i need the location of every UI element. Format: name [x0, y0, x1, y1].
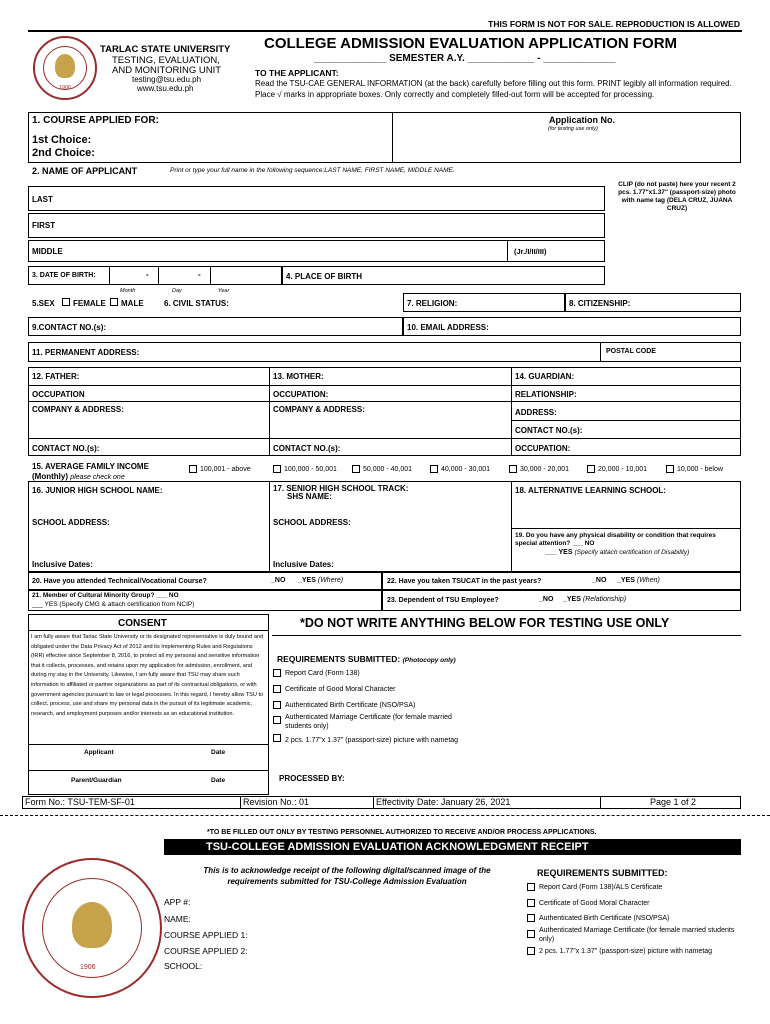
jhs-dates-label: Inclusive Dates:	[32, 560, 93, 569]
receipt-course1-label: COURSE APPLIED 1:	[164, 930, 248, 940]
email-label: 10. EMAIL ADDRESS:	[407, 323, 489, 332]
income-option-5-label: 30,000 - 20,001	[520, 466, 570, 473]
mother-contact-label: CONTACT NO.(s):	[273, 444, 341, 453]
month-label: Month	[120, 288, 136, 294]
father-company-label: COMPANY & ADDRESS:	[32, 405, 124, 414]
req-item-4-label: Authenticated Marriage Certificate (for female married students only)	[285, 714, 452, 730]
instructions: Read the TSU-CAE GENERAL INFORMATION (at the back) carefully before filling out this form. PRINT legibly all information required. Place √ marks in appropriate boxes. Only correctly and completely filled-out form will be accepted for processing.	[255, 79, 732, 99]
disability-question: 19. Do you have any physical disability or condition that requires special attention? ___ NO	[515, 532, 716, 547]
q23-yes: _YES (Relationship)	[563, 596, 627, 603]
application-no-label: Application No.	[549, 115, 615, 125]
testing-use-title: *DO NOT WRITE ANYTHING BELOW FOR TESTING USE ONLY	[300, 616, 670, 630]
civil-status-label: 6. CIVIL STATUS:	[164, 299, 229, 308]
male-checkbox[interactable]	[110, 298, 118, 306]
father-occupation-label: OCCUPATION	[32, 390, 85, 399]
req-item-5-checkbox[interactable]	[273, 734, 281, 742]
income-monthly-label: (Monthly) please check one	[32, 472, 125, 481]
form-no: Form No.: TSU-TEM-SF-01	[25, 797, 135, 807]
guardian-address-label: ADDRESS:	[515, 408, 557, 417]
effectivity-date: Effectivity Date: January 26, 2021	[376, 797, 511, 807]
income-option-2-label: 100,000 - 50,001	[284, 466, 337, 473]
income-option-1-label: 100,001 - above	[200, 466, 251, 473]
receipt-university-seal-icon	[22, 858, 162, 998]
name-label: 2. NAME OF APPLICANT	[32, 166, 138, 176]
jhs-address-label: SCHOOL ADDRESS:	[32, 518, 110, 527]
first-choice-label: 1st Choice:	[32, 134, 92, 146]
receipt-item-4-label: Authenticated Marriage Certificate (for female married students only)	[539, 927, 735, 943]
second-choice-label: 2nd Choice:	[32, 147, 95, 159]
form-title: COLLEGE ADMISSION EVALUATION APPLICATION FORM	[264, 35, 678, 52]
income-option-4-checkbox[interactable]	[430, 465, 438, 473]
req-item-1-checkbox[interactable]	[273, 669, 281, 677]
jhs-label: 16. JUNIOR HIGH SCHOOL NAME:	[32, 486, 163, 495]
income-option-7-label: 10,000 - below	[677, 466, 723, 473]
q22-text: 22. Have you taken TSUCAT in the past years?	[387, 578, 542, 585]
last-label: LAST	[32, 195, 53, 204]
photo-area	[605, 177, 741, 265]
receipt-requirements-label: REQUIREMENTS SUBMITTED:	[537, 868, 668, 878]
processed-by-label: PROCESSED BY:	[279, 774, 345, 783]
guardian-occupation-label: OCCUPATION:	[515, 444, 571, 453]
mother-label: 13. MOTHER:	[273, 372, 324, 381]
university-name: TARLAC STATE UNIVERSITY	[100, 44, 231, 55]
receipt-item-2-checkbox[interactable]	[527, 899, 535, 907]
place-of-birth-label: 4. PLACE OF BIRTH	[286, 272, 363, 281]
receipt-item-1-label: Report Card (Form 138)/ALS Certificate	[539, 884, 663, 891]
testing-use-note: (for testing use only)	[548, 126, 598, 132]
shs-track-label: 17. SENIOR HIGH SCHOOL TRACK:	[273, 484, 409, 493]
q20-text: 20. Have you attended Technical/Vocational Course?	[32, 578, 207, 585]
consent-date1-label: Date	[211, 749, 226, 756]
cut-line	[0, 815, 770, 816]
requirements-label: REQUIREMENTS SUBMITTED: (Photocopy only)	[277, 654, 456, 664]
shs-dates-label: Inclusive Dates:	[273, 560, 334, 569]
middle-label: MIDDLE	[32, 247, 63, 256]
receipt-item-3-checkbox[interactable]	[527, 914, 535, 922]
q20-no[interactable]: _NO	[271, 577, 286, 584]
receipt-item-4-checkbox[interactable]	[527, 930, 535, 938]
year-label: Year	[218, 288, 230, 294]
disability-yes: ___ YES (Specify attach certification of Disability)	[545, 549, 690, 556]
semester-line: _____________ SEMESTER A.Y. ____________ - _____________	[314, 53, 616, 64]
req-item-4-checkbox[interactable]	[273, 716, 281, 724]
req-item-2-checkbox[interactable]	[273, 685, 281, 693]
seal-year: 1906	[59, 85, 72, 91]
consent-date2-label: Date	[211, 777, 226, 784]
mother-occupation-label: OCCUPATION:	[273, 390, 329, 399]
receipt-item-5-label: 2 pcs. 1.77"x 1.37" (passport-size) picture with nametag	[539, 948, 713, 955]
first-label: FIRST	[32, 221, 56, 230]
university-website: www.tsu.edu.ph	[137, 84, 194, 93]
permanent-address-label: 11. PERMANENT ADDRESS:	[32, 348, 140, 357]
receipt-notice: *TO BE FILLED OUT ONLY BY TESTING PERSONNEL AUTHORIZED TO RECEIVE AND/OR PROCESS APPLICATIONS.	[207, 829, 597, 836]
religion-label: 7. RELIGION:	[407, 299, 458, 308]
last-name-field[interactable]	[28, 186, 605, 211]
consent-body: I am fully aware that Tarlac State University or its designated representative is duly bound and obligated under the Data Privacy Act of 2012 and its Implementing Rules and Regulations (IRR) effective since September 8, 2016, to protect all my personal and sensitive information that it collects, processes, and retains upon my application for admission, enrollment, and during my stay in the University. Likewise, I am fully aware that TSU may share such information to affiliated or partner organizations as part of its contractual obligations, or with government agencies pursuant to law or legal processes. In this regard, I hereby allow TSU to collect, process, use and share my personal data in the pursuit of its legitimate academic, research, and employment purposes and/or interests as an educational institution.	[31, 634, 264, 717]
applicant-label: Applicant	[84, 749, 114, 756]
header-rule	[28, 30, 742, 32]
receipt-item-3-label: Authenticated Birth Certificate (NSO/PSA)	[539, 915, 670, 922]
contact-no-label: 9.CONTACT NO.(s):	[32, 323, 107, 332]
name-hint: Print or type your full name in the following sequence:LAST NAME, FIRST NAME, MIDDLE NAME.	[170, 167, 455, 174]
income-label: 15. AVERAGE FAMILY INCOME	[32, 462, 149, 471]
als-label: 18. ALTERNATIVE LEARNING SCHOOL:	[515, 486, 666, 495]
q21-line2: ___ YES (Specify CMG & attach certification from NCIP)	[32, 601, 195, 608]
date-of-birth-label: 3. DATE OF BIRTH:	[32, 272, 96, 279]
req-item-5-label: 2 pcs. 1.77"x 1.37" (passport-size) picture with nametag	[285, 737, 459, 744]
shs-address-label: SCHOOL ADDRESS:	[273, 518, 351, 527]
revision-no: Revision No.: 01	[243, 797, 310, 807]
guardian-contact-label: CONTACT NO.(s):	[515, 426, 583, 435]
q21-text: 21. Member of Cultural Minority Group? ___ NO	[32, 592, 179, 599]
suffix-label: (Jr./I/II/III)	[514, 247, 547, 256]
q22-yes: _YES (When)	[617, 577, 660, 584]
day-label: Day	[172, 288, 182, 294]
req-item-3-checkbox[interactable]	[273, 701, 281, 709]
req-item-2-label: Certificate of Good Moral Character	[285, 686, 396, 693]
parent-guardian-label: Parent/Guardian	[71, 777, 122, 784]
req-item-1-label: Report Card (Form 138)	[285, 670, 360, 677]
sex-label: 5.SEX	[32, 299, 55, 308]
university-seal-icon	[33, 36, 97, 100]
page-number: Page 1 of 2	[650, 797, 697, 807]
top-notice: THIS FORM IS NOT FOR SALE. REPRODUCTION IS ALLOWED	[488, 19, 740, 29]
receipt-title: TSU-COLLEGE ADMISSION EVALUATION ACKNOWLEDGMENT RECEIPT	[206, 841, 589, 853]
citizenship-label: 8. CITIZENSHIP:	[569, 299, 631, 308]
income-option-6-label: 20,000 - 10,001	[598, 466, 648, 473]
male-label: MALE	[121, 299, 144, 308]
receipt-app-no-label: APP #:	[164, 897, 191, 907]
receipt-course2-label: COURSE APPLIED 2:	[164, 946, 248, 956]
req-item-3-label: Authenticated Birth Certificate (NSO/PSA)	[285, 702, 416, 709]
father-contact-label: CONTACT NO.(s):	[32, 444, 100, 453]
income-option-1-checkbox[interactable]	[189, 465, 197, 473]
postal-code-label: POSTAL CODE	[606, 348, 656, 355]
income-option-2-checkbox[interactable]	[273, 465, 281, 473]
income-option-7-checkbox[interactable]	[666, 465, 674, 473]
receipt-item-1-checkbox[interactable]	[527, 883, 535, 891]
father-label: 12. FATHER:	[32, 372, 80, 381]
to-applicant-label: TO THE APPLICANT:	[255, 68, 339, 78]
unit-line1: TESTING, EVALUATION,	[112, 55, 220, 66]
income-option-4-label: 40,000 - 30,001	[441, 466, 491, 473]
income-option-5-checkbox[interactable]	[509, 465, 517, 473]
income-option-3-label: 50,000 - 40,001	[363, 466, 413, 473]
guardian-relationship-label: RELATIONSHIP:	[515, 390, 577, 399]
parents-box	[28, 367, 741, 456]
shs-name-label: SHS NAME:	[287, 492, 332, 501]
guardian-label: 14. GUARDIAN:	[515, 372, 575, 381]
unit-line2: AND MONITORING UNIT	[112, 65, 222, 76]
university-email: testing@tsu.edu.ph	[132, 75, 202, 84]
receipt-item-2-label: Certificate of Good Moral Character	[539, 900, 650, 907]
q22-no[interactable]: _NO	[592, 577, 607, 584]
ack-text: This is to acknowledge receipt of the following digital/scanned image of the requirements submitted for TSU-College Admission Evaluation	[203, 866, 491, 886]
first-name-field[interactable]	[28, 213, 605, 238]
q23-no[interactable]: _NO	[539, 596, 554, 603]
receipt-item-5-checkbox[interactable]	[527, 947, 535, 955]
income-option-3-checkbox[interactable]	[352, 465, 360, 473]
consent-title: CONSENT	[118, 618, 167, 629]
mother-company-label: COMPANY & ADDRESS:	[273, 405, 365, 414]
income-option-6-checkbox[interactable]	[587, 465, 595, 473]
receipt-name-label: NAME:	[164, 914, 191, 924]
q23-text: 23. Dependent of TSU Employee?	[387, 597, 499, 604]
receipt-seal-year: 1906	[80, 964, 96, 971]
receipt-school-label: SCHOOL:	[164, 961, 203, 971]
q20-yes: _YES (Where)	[298, 577, 344, 584]
female-label: FEMALE	[73, 299, 106, 308]
female-checkbox[interactable]	[62, 298, 70, 306]
course-label: 1. COURSE APPLIED FOR:	[32, 115, 159, 126]
photo-note: CLIP (do not paste) here your recent 2 pcs. 1.77"x1.37" (passport-size) photo with name tag (DELA CRUZ, JUANA CRUZ)	[618, 181, 736, 212]
